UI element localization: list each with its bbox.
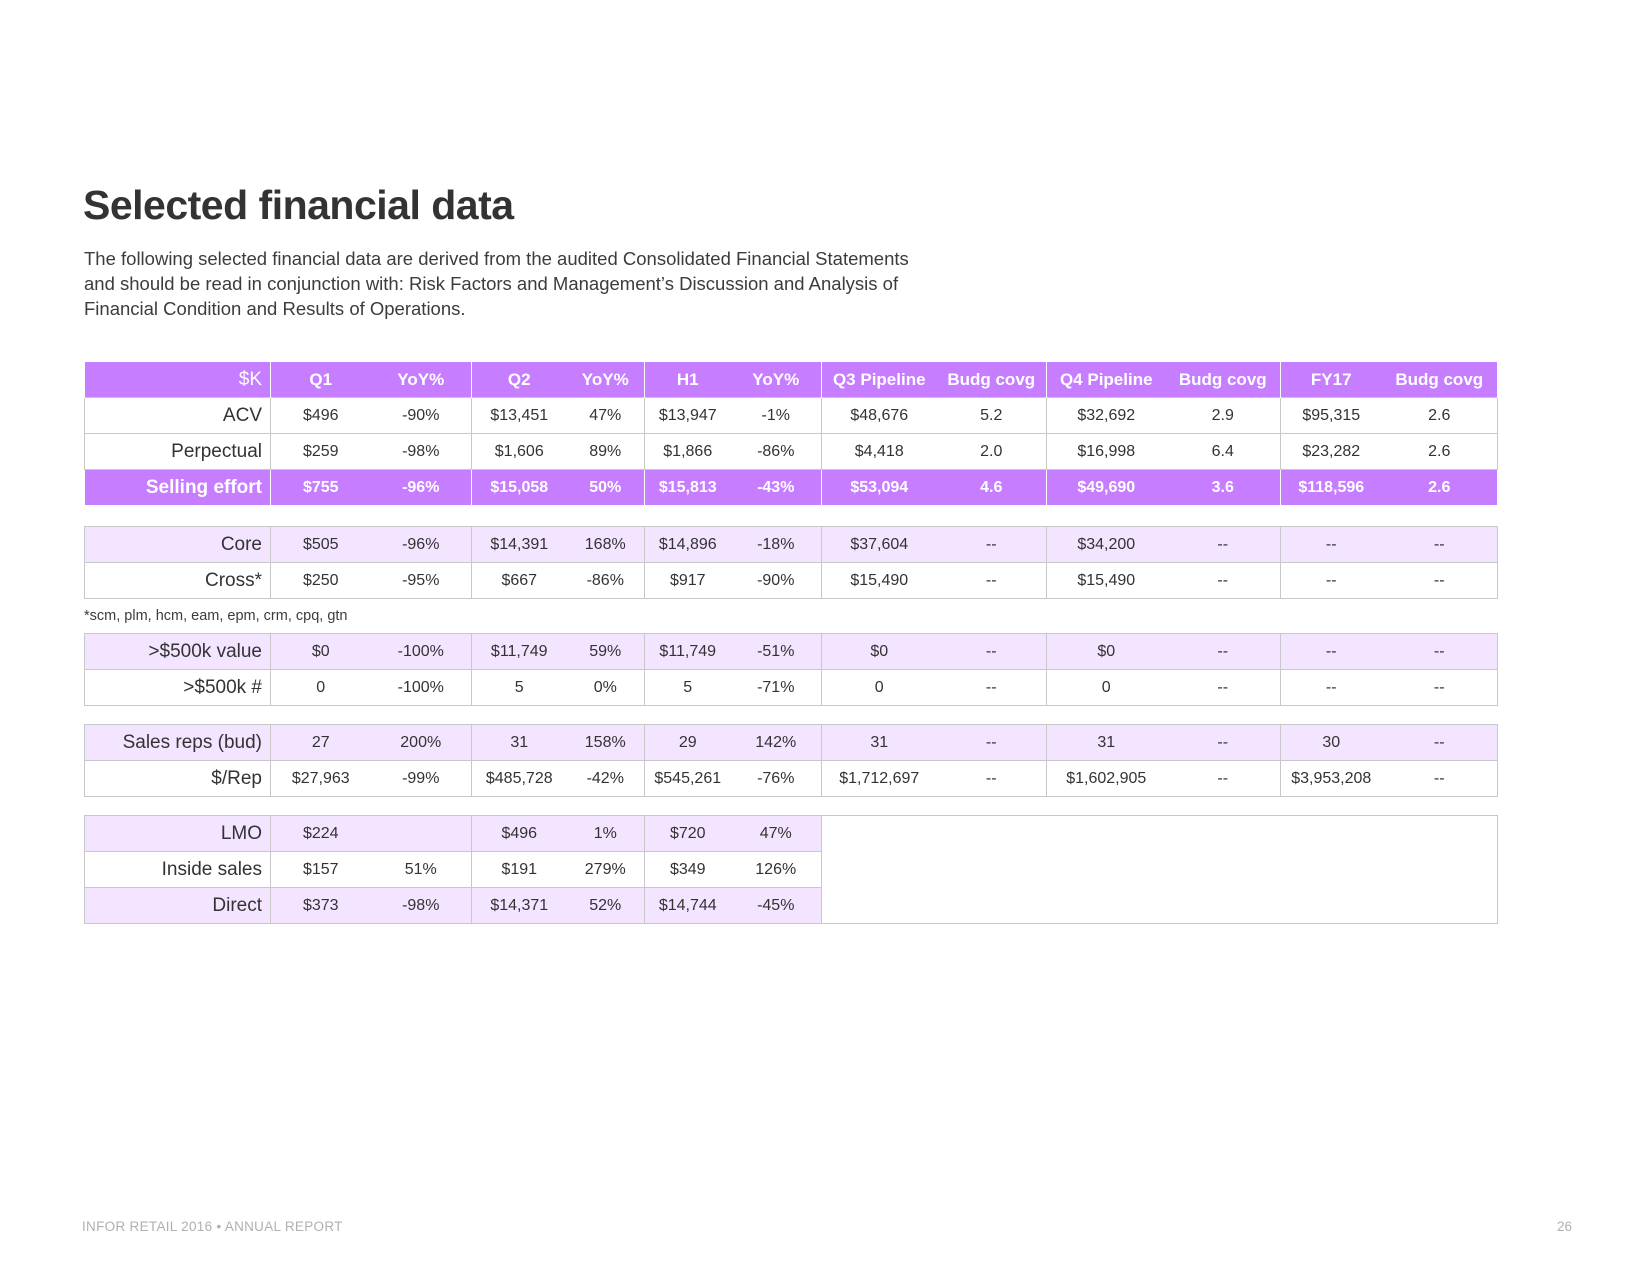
table-cell: -98%: [371, 434, 472, 470]
table-cell: 126%: [731, 852, 822, 888]
table-cell: -90%: [731, 563, 822, 599]
table-cell: --: [1281, 670, 1382, 706]
table-cell: --: [1382, 527, 1498, 563]
table-row: [85, 670, 1498, 706]
table-cell: --: [1382, 761, 1498, 797]
table-row: [85, 816, 1498, 852]
table-cell: --: [1382, 563, 1498, 599]
core-cross-table: [84, 526, 1498, 599]
table-cell: $667: [472, 563, 567, 599]
table-cell: $224: [271, 816, 371, 852]
large-deals-table: [84, 633, 1498, 706]
table-cell: [371, 816, 472, 852]
table-cell: 2.6: [1382, 398, 1498, 434]
table-cell: $0: [1047, 634, 1166, 670]
column-header: Q3 Pipeline: [822, 362, 937, 398]
table-cell: $118,596: [1281, 470, 1382, 506]
table-cell: 158%: [567, 725, 645, 761]
table-cell: $15,490: [1047, 563, 1166, 599]
table-cell: 47%: [567, 398, 645, 434]
row-label: Selling effort: [85, 470, 271, 506]
table-cell: 200%: [371, 725, 472, 761]
table-cell: 27: [271, 725, 371, 761]
table-cell: 5: [645, 670, 731, 706]
table-cell: 3.6: [1166, 470, 1281, 506]
table-cell: 0: [1047, 670, 1166, 706]
table-cell: $373: [271, 888, 371, 924]
table-cell: --: [937, 670, 1047, 706]
table-cell: $3,953,208: [1281, 761, 1382, 797]
table-cell: 2.6: [1382, 434, 1498, 470]
table-cell: -99%: [371, 761, 472, 797]
page-title: Selected financial data: [83, 182, 514, 228]
table-cell: --: [1281, 634, 1382, 670]
column-header: FY17: [1281, 362, 1382, 398]
column-header: Budg covg: [1382, 362, 1498, 398]
table-cell: -98%: [371, 888, 472, 924]
table-cell: --: [937, 634, 1047, 670]
table-cell: -95%: [371, 563, 472, 599]
table-cell: $191: [472, 852, 567, 888]
table-cell: $23,282: [1281, 434, 1382, 470]
table-cell: 31: [822, 725, 937, 761]
table-cell: $11,749: [645, 634, 731, 670]
table-cell: $95,315: [1281, 398, 1382, 434]
table-cell: 6.4: [1166, 434, 1281, 470]
table-row: [85, 761, 1498, 797]
table-cell: $14,391: [472, 527, 567, 563]
table-cell: 2.9: [1166, 398, 1281, 434]
table-cell: $16,998: [1047, 434, 1166, 470]
column-header: H1: [645, 362, 731, 398]
footnote: *scm, plm, hcm, eam, epm, crm, cpq, gtn: [84, 608, 348, 624]
table-cell: 4.6: [937, 470, 1047, 506]
table-cell: $27,963: [271, 761, 371, 797]
table-cell: $1,606: [472, 434, 567, 470]
table-cell: -42%: [567, 761, 645, 797]
table-cell: 51%: [371, 852, 472, 888]
sales-reps-table: [84, 724, 1498, 797]
row-label: Core: [85, 527, 271, 563]
table-cell: --: [1166, 670, 1281, 706]
table-cell: --: [1281, 563, 1382, 599]
column-header: Q2: [472, 362, 567, 398]
table-row: [85, 563, 1498, 599]
row-label: Inside sales: [85, 852, 271, 888]
table-cell: -76%: [731, 761, 822, 797]
column-header: YoY%: [567, 362, 645, 398]
table-cell: 0: [822, 670, 937, 706]
table-cell: $1,602,905: [1047, 761, 1166, 797]
table-cell: $13,947: [645, 398, 731, 434]
table-cell: $250: [271, 563, 371, 599]
table-cell: 50%: [567, 470, 645, 506]
table-cell: $11,749: [472, 634, 567, 670]
intro-paragraph: The following selected financial data are derived from the audited Consolidated Financial Statements and should be read in conjunction with: Risk Factors and Management’s Discussion and Analysis of Financial Condition and Results of Operations.: [84, 248, 909, 319]
table-cell: $34,200: [1047, 527, 1166, 563]
table-cell: 59%: [567, 634, 645, 670]
channel-table: [84, 815, 1498, 924]
table-cell: 31: [1047, 725, 1166, 761]
table-row: [85, 527, 1498, 563]
table-cell: --: [937, 527, 1047, 563]
column-header: Budg covg: [937, 362, 1047, 398]
table-cell: $496: [472, 816, 567, 852]
table-cell: $1,712,697: [822, 761, 937, 797]
table-cell: 52%: [567, 888, 645, 924]
column-header: Budg covg: [1166, 362, 1281, 398]
table-cell: 2.0: [937, 434, 1047, 470]
table-cell: --: [937, 761, 1047, 797]
table-cell: --: [1166, 761, 1281, 797]
table-cell: --: [937, 725, 1047, 761]
table-cell: $4,418: [822, 434, 937, 470]
column-header: YoY%: [371, 362, 472, 398]
row-label: >$500k #: [85, 670, 271, 706]
table-cell: $14,371: [472, 888, 567, 924]
table-row: [85, 398, 1498, 434]
table-cell: 5: [472, 670, 567, 706]
table-cell: 2.6: [1382, 470, 1498, 506]
row-label: $K: [85, 362, 271, 398]
table-row: [85, 470, 1498, 506]
table-cell: $505: [271, 527, 371, 563]
table-cell: --: [937, 563, 1047, 599]
selling-effort-table: [84, 362, 1498, 506]
table-cell: $496: [271, 398, 371, 434]
table-cell: 142%: [731, 725, 822, 761]
row-label: Cross*: [85, 563, 271, 599]
table-cell: --: [1382, 634, 1498, 670]
table-cell: -1%: [731, 398, 822, 434]
row-label: Direct: [85, 888, 271, 924]
row-label: $/Rep: [85, 761, 271, 797]
table-cell: -45%: [731, 888, 822, 924]
table-cell: -51%: [731, 634, 822, 670]
table-cell: -43%: [731, 470, 822, 506]
table-cell: $37,604: [822, 527, 937, 563]
table-cell: $259: [271, 434, 371, 470]
table-cell: $485,728: [472, 761, 567, 797]
table-cell: $0: [822, 634, 937, 670]
column-header: Q4 Pipeline: [1047, 362, 1166, 398]
row-label: Perpectual: [85, 434, 271, 470]
table-cell: $1,866: [645, 434, 731, 470]
table-cell: -96%: [371, 527, 472, 563]
row-label: LMO: [85, 816, 271, 852]
table-cell: $755: [271, 470, 371, 506]
table-cell: 5.2: [937, 398, 1047, 434]
table-cell: -100%: [371, 670, 472, 706]
table-row: [85, 434, 1498, 470]
table-cell: 0: [271, 670, 371, 706]
row-label: >$500k value: [85, 634, 271, 670]
table-cell: 0%: [567, 670, 645, 706]
table-cell: -71%: [731, 670, 822, 706]
table-cell: -86%: [731, 434, 822, 470]
table-cell: $157: [271, 852, 371, 888]
table-cell: 29: [645, 725, 731, 761]
table-cell: --: [1166, 563, 1281, 599]
table-cell: $53,094: [822, 470, 937, 506]
page-number: 26: [1556, 1219, 1572, 1234]
column-header: Q1: [271, 362, 371, 398]
table-cell: -100%: [371, 634, 472, 670]
table-cell: 89%: [567, 434, 645, 470]
table-cell: -86%: [567, 563, 645, 599]
table-cell: 279%: [567, 852, 645, 888]
table-cell: $49,690: [1047, 470, 1166, 506]
table-cell: 168%: [567, 527, 645, 563]
table-cell: 1%: [567, 816, 645, 852]
table-cell: $720: [645, 816, 731, 852]
table-cell: $15,490: [822, 563, 937, 599]
table-row: [85, 725, 1498, 761]
table-cell: $917: [645, 563, 731, 599]
column-header: YoY%: [731, 362, 822, 398]
table-cell: $32,692: [1047, 398, 1166, 434]
table-cell: -18%: [731, 527, 822, 563]
table-cell: -90%: [371, 398, 472, 434]
table-cell: -96%: [371, 470, 472, 506]
table-cell: $15,813: [645, 470, 731, 506]
table-cell: 30: [1281, 725, 1382, 761]
table-row: [85, 634, 1498, 670]
row-label: ACV: [85, 398, 271, 434]
table-cell: --: [1281, 527, 1382, 563]
empty-area: [822, 816, 1498, 924]
table-cell: $15,058: [472, 470, 567, 506]
footer-report-name: INFOR RETAIL 2016 • ANNUAL REPORT: [82, 1219, 343, 1234]
table-cell: $545,261: [645, 761, 731, 797]
table-cell: $0: [271, 634, 371, 670]
table-cell: 47%: [731, 816, 822, 852]
table-cell: $349: [645, 852, 731, 888]
table-cell: --: [1166, 634, 1281, 670]
table-cell: $13,451: [472, 398, 567, 434]
table-cell: --: [1382, 725, 1498, 761]
table-header-row: [85, 362, 1498, 398]
table-cell: $14,744: [645, 888, 731, 924]
table-cell: $14,896: [645, 527, 731, 563]
table-cell: 31: [472, 725, 567, 761]
row-label: Sales reps (bud): [85, 725, 271, 761]
table-cell: --: [1382, 670, 1498, 706]
table-cell: --: [1166, 725, 1281, 761]
table-cell: --: [1166, 527, 1281, 563]
table-cell: $48,676: [822, 398, 937, 434]
